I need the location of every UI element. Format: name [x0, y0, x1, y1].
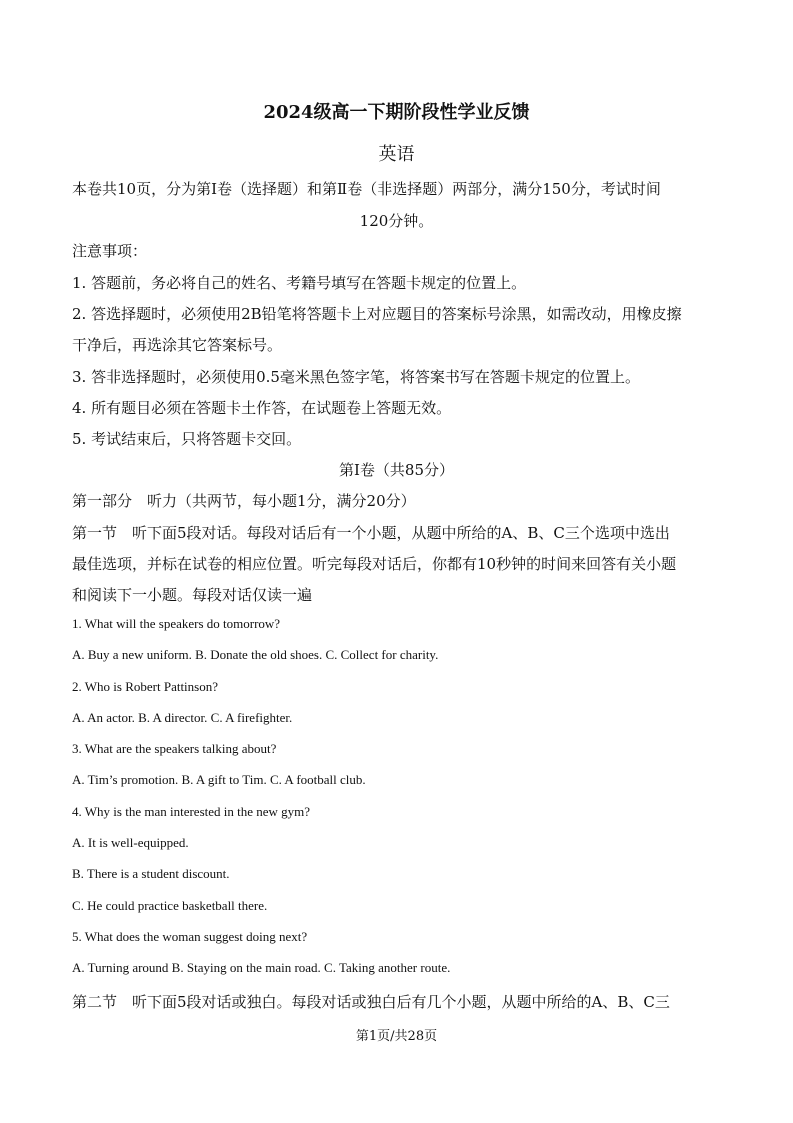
section-2-text: 第二节 听下面5段对话或独白。每段对话或独白后有几个小题，从题中所给的A、B、C三	[72, 993, 670, 1011]
intro-line-2: 120分钟。	[359, 212, 434, 230]
question-option: A. It is well-equipped.	[72, 835, 189, 850]
note-item: 5. 考试结束后，只将答题卡交回。	[72, 430, 302, 448]
note-item: 1. 答题前，务必将自己的姓名、考籍号填写在答题卡规定的位置上。	[72, 274, 527, 292]
question-stem: 1. What will the speakers do tomorrow?	[72, 616, 281, 631]
section-1-text: 和阅读下一小题。每段对话仅读一遍	[72, 586, 313, 604]
section-1-text: 最佳选项，并标在试卷的相应位置。听完每段对话后，你都有10秒钟的时间来回答有关小题	[72, 555, 677, 573]
question-options: A. An actor. B. A director. C. A firefighter.	[72, 710, 293, 725]
note-item: 2. 答选择题时，必须使用2B铅笔将答题卡上对应题目的答案标号涂黑，如需改动，用橡皮擦	[72, 305, 682, 323]
notes-heading: 注意事项：	[72, 242, 148, 260]
note-item: 4. 所有题目必须在答题卡土作答，在试题卷上答题无效。	[72, 399, 452, 417]
question-stem: 3. What are the speakers talking about?	[72, 741, 277, 756]
note-item: 干净后，再选涂其它答案标号。	[72, 336, 283, 354]
page-number: 第1页/共28页	[355, 1029, 438, 1044]
question-option: B. There is a student discount.	[72, 866, 230, 881]
part-1-heading: 第一部分 听力（共两节，每小题1分，满分20分）	[72, 492, 416, 510]
question-stem: 5. What does the woman suggest doing next?	[72, 929, 308, 944]
exam-title: 2024级高一下期阶段性学业反馈	[263, 102, 530, 123]
note-item: 3. 答非选择题时，必须使用0.5毫米黑色签字笔，将答案书写在答题卡规定的位置上。	[72, 368, 640, 386]
question-option: C. He could practice basketball there.	[72, 898, 268, 913]
question-options: A. Buy a new uniform. B. Donate the old shoes. C. Collect for charity.	[72, 647, 439, 662]
question-stem: 2. Who is Robert Pattinson?	[72, 679, 219, 694]
exam-subject: 英语	[378, 144, 415, 165]
section-1-text: 第一节 听下面5段对话。每段对话后有一个小题，从题中所给的A、B、C三个选项中选出	[72, 524, 670, 542]
intro-line-1: 本卷共10页，分为第Ⅰ卷（选择题）和第Ⅱ卷（非选择题）两部分，满分150分，考试时间	[72, 180, 661, 198]
question-stem: 4. Why is the man interested in the new gym?	[72, 804, 311, 819]
volume-1-heading: 第Ⅰ卷（共85分）	[338, 461, 454, 479]
question-options: A. Turning around B. Staying on the main road. C. Taking another route.	[72, 960, 451, 975]
question-options: A. Tim’s promotion. B. A gift to Tim. C. A football club.	[72, 772, 366, 787]
